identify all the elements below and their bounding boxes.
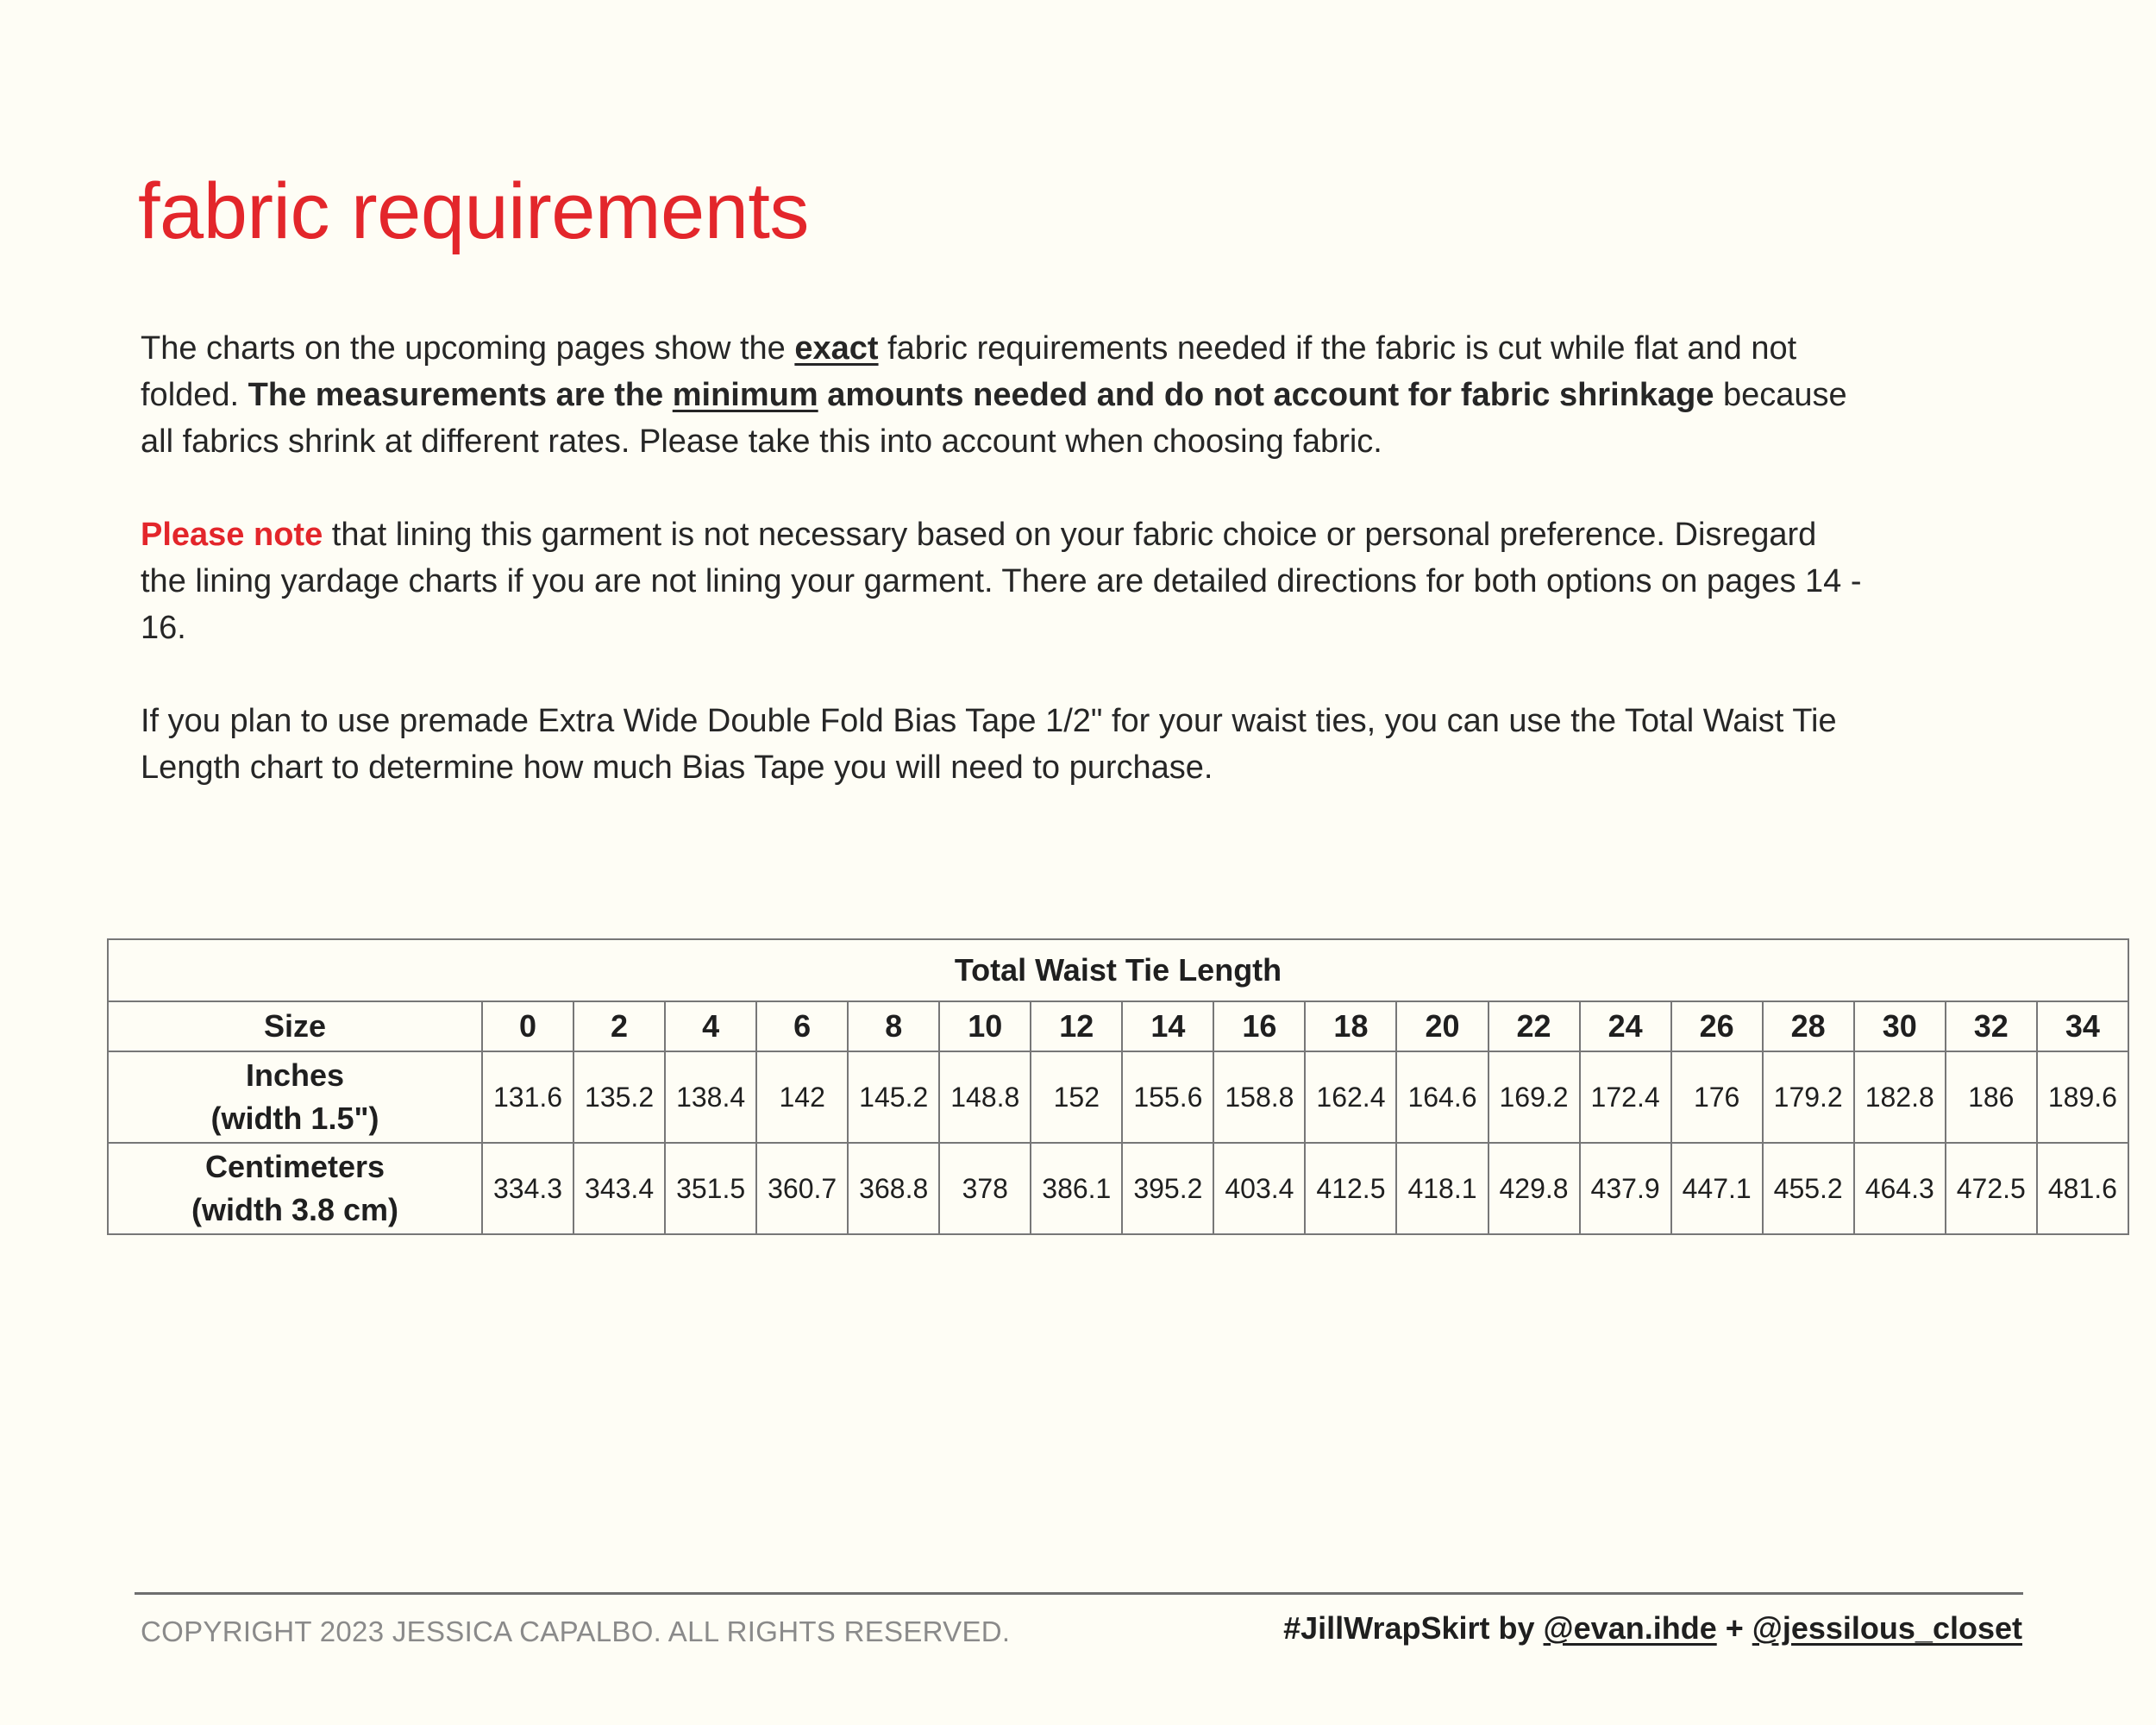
paragraph-exact-requirements: The charts on the upcoming pages show the exact fabric requirements needed if the fabric is cut while flat and not folded. The measurements are the minimum amounts needed and do not account for fabric shrinkage because all fabrics shrink at different rates. Please take this into account when choosing fabric. <box>141 330 1847 460</box>
size-cell: 24 <box>1580 1001 1671 1051</box>
waist-tie-length-table <box>107 938 2129 1235</box>
paragraph-lining-note: Please note that lining this garment is not necessary based on your fabric choice or personal preference. Disregard the lining yardage charts if you are not lining your garment. There are detailed directions for both options on pages 14 - 16. <box>141 517 1862 646</box>
row-label-unit: Centimeters <box>204 1149 385 1184</box>
size-cell: 6 <box>756 1001 848 1051</box>
size-cell: 26 <box>1671 1001 1763 1051</box>
size-label: Size <box>108 1001 482 1051</box>
size-header-row <box>108 1001 2128 1051</box>
table-cell: 395.2 <box>1122 1143 1213 1234</box>
table-cell: 145.2 <box>848 1051 939 1143</box>
row-label-width: (width 1.5") <box>210 1101 379 1136</box>
credit-line: #JillWrapSkirt by @evan.ihde + @jessilous_closet <box>1283 1610 2022 1646</box>
table-cell: 158.8 <box>1213 1051 1305 1143</box>
size-cell: 10 <box>939 1001 1031 1051</box>
table-cell: 437.9 <box>1580 1143 1671 1234</box>
table-cell: 135.2 <box>573 1051 665 1143</box>
size-cell: 8 <box>848 1001 939 1051</box>
table-cell: 169.2 <box>1489 1051 1580 1143</box>
footer-divider <box>135 1592 2023 1595</box>
row-label-unit: Inches <box>245 1057 345 1093</box>
table-cell: 176 <box>1671 1051 1763 1143</box>
table-row <box>108 1051 2128 1143</box>
table-cell: 343.4 <box>573 1143 665 1234</box>
table-cell: 472.5 <box>1946 1143 2037 1234</box>
size-cell: 18 <box>1305 1001 1396 1051</box>
table-cell: 152 <box>1031 1051 1122 1143</box>
size-cell: 34 <box>2037 1001 2128 1051</box>
table-cell: 351.5 <box>665 1143 756 1234</box>
row-label-width: (width 3.8 cm) <box>191 1192 399 1227</box>
handle-jessilous-closet[interactable]: @jessilous_closet <box>1752 1610 2022 1646</box>
table-cell: 481.6 <box>2037 1143 2128 1234</box>
table-cell: 368.8 <box>848 1143 939 1234</box>
table-caption-row <box>108 939 2128 1001</box>
table-cell: 455.2 <box>1763 1143 1854 1234</box>
table-cell: 182.8 <box>1854 1051 1946 1143</box>
emphasis-minimum: minimum <box>672 377 818 413</box>
page-title: fabric requirements <box>138 167 809 255</box>
emphasis-exact: exact <box>794 330 879 367</box>
table-cell: 447.1 <box>1671 1143 1763 1234</box>
size-cell: 0 <box>482 1001 573 1051</box>
table-cell: 418.1 <box>1396 1143 1488 1234</box>
size-cell: 20 <box>1396 1001 1488 1051</box>
copyright-notice: COPYRIGHT 2023 JESSICA CAPALBO. ALL RIGHTS RESERVED. <box>141 1615 1011 1647</box>
size-cell: 22 <box>1489 1001 1580 1051</box>
intro-text <box>141 325 1865 791</box>
table-cell: 138.4 <box>665 1051 756 1143</box>
handle-evan-ihde[interactable]: @evan.ihde <box>1543 1610 1717 1646</box>
please-note-label: Please note <box>141 517 323 553</box>
table-cell: 172.4 <box>1580 1051 1671 1143</box>
table-cell: 412.5 <box>1305 1143 1396 1234</box>
table-cell: 189.6 <box>2037 1051 2128 1143</box>
row-label <box>108 1051 482 1143</box>
table-cell: 378 <box>939 1143 1031 1234</box>
table-cell: 162.4 <box>1305 1051 1396 1143</box>
table-title: Total Waist Tie Length <box>108 939 2128 1001</box>
size-cell: 14 <box>1122 1001 1213 1051</box>
table-cell: 148.8 <box>939 1051 1031 1143</box>
table-cell: 164.6 <box>1396 1051 1488 1143</box>
table-cell: 155.6 <box>1122 1051 1213 1143</box>
paragraph-bias-tape: If you plan to use premade Extra Wide Double Fold Bias Tape 1/2" for your waist ties, you can use the Total Waist Tie Length chart to determine how much Bias Tape you will need to purchase. <box>141 703 1837 786</box>
size-cell: 12 <box>1031 1001 1122 1051</box>
table-cell: 186 <box>1946 1051 2037 1143</box>
table-cell: 464.3 <box>1854 1143 1946 1234</box>
size-cell: 32 <box>1946 1001 2037 1051</box>
table-row <box>108 1143 2128 1234</box>
table-cell: 334.3 <box>482 1143 573 1234</box>
table-cell: 131.6 <box>482 1051 573 1143</box>
table-cell: 386.1 <box>1031 1143 1122 1234</box>
hashtag: #JillWrapSkirt by <box>1283 1610 1544 1646</box>
size-cell: 4 <box>665 1001 756 1051</box>
size-cell: 16 <box>1213 1001 1305 1051</box>
table-cell: 429.8 <box>1489 1143 1580 1234</box>
size-cell: 2 <box>573 1001 665 1051</box>
size-cell: 28 <box>1763 1001 1854 1051</box>
size-cell: 30 <box>1854 1001 1946 1051</box>
table-cell: 360.7 <box>756 1143 848 1234</box>
table-cell: 403.4 <box>1213 1143 1305 1234</box>
row-label <box>108 1143 482 1234</box>
table-cell: 142 <box>756 1051 848 1143</box>
table-cell: 179.2 <box>1763 1051 1854 1143</box>
